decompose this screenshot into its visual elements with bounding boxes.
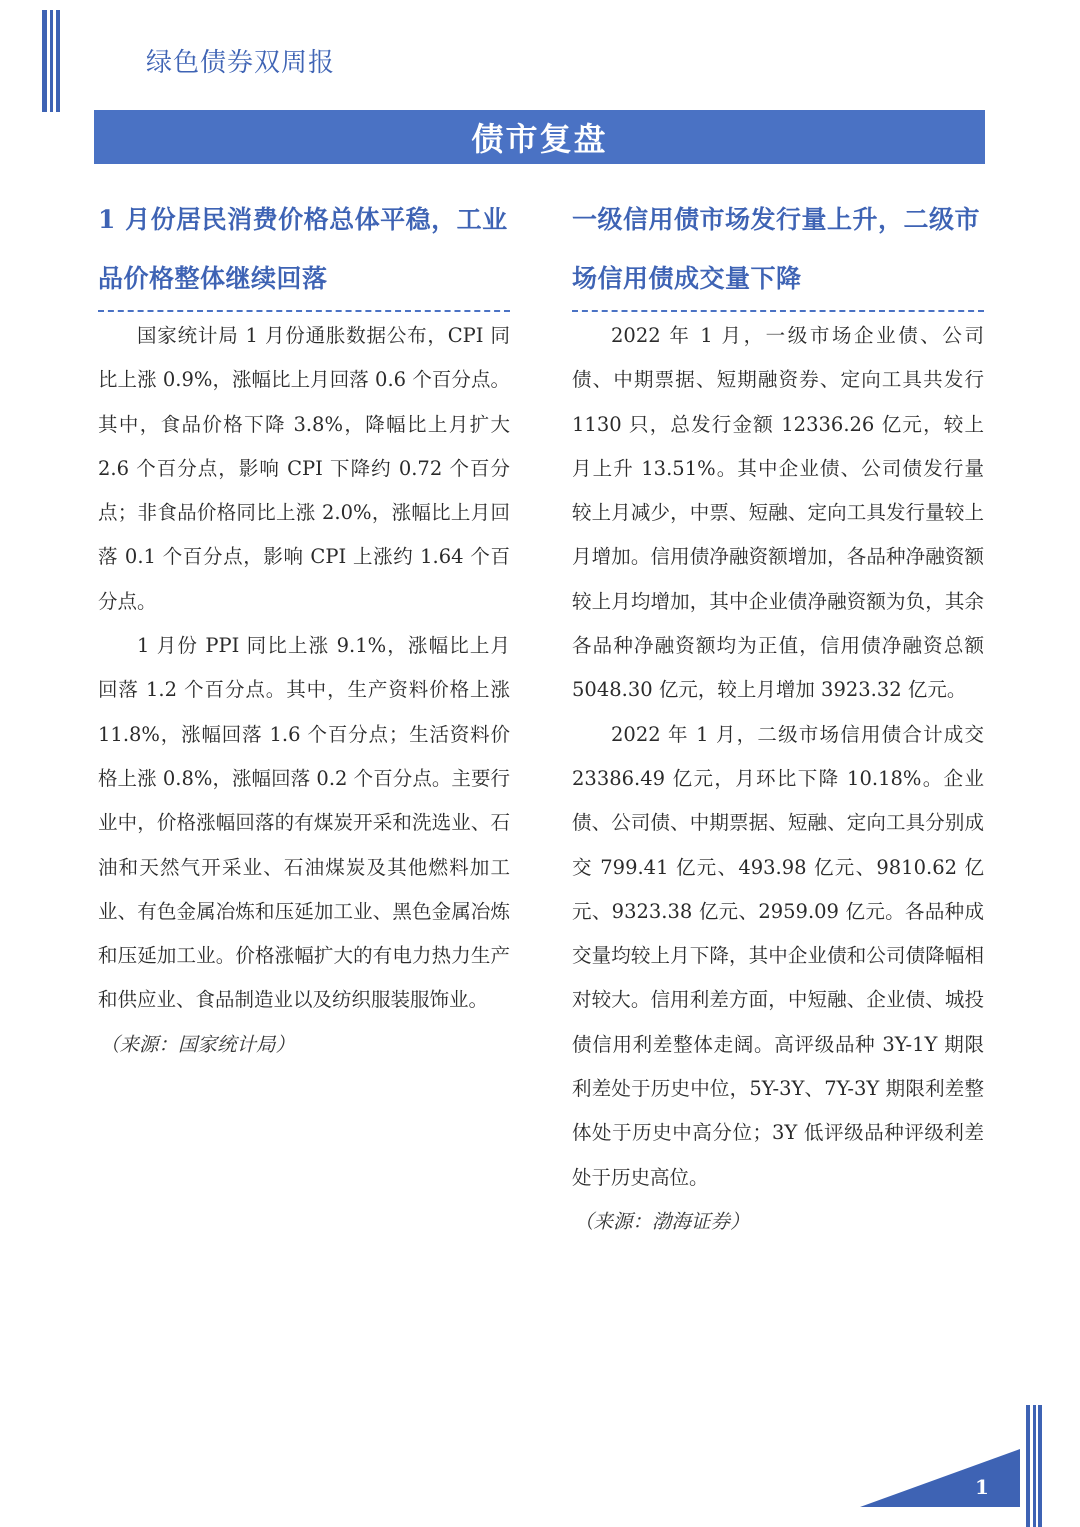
paragraph: 1 月份 PPI 同比上涨 9.1%，涨幅比上月回落 1.2 个百分点。其中，生产资料价格上涨 11.8%，涨幅回落 1.6 个百分点；生活资料价格上涨 0.8%，涨幅回落 0.2 个百分点。主要行业中，价格涨幅回落的有煤炭开采和洗选业、石油和天然气开采业、石油煤炭及其他燃料加工业、有色金属冶炼和压延加工业、黑色金属冶炼和压延加工业。价格涨幅扩大的有电力热力生产和供应业、食品制造业以及纺织服装服饰业。: [98, 634, 510, 1012]
paragraph: 2022 年 1 月，一级市场企业债、公司债、中期票据、短期融资券、定向工具共发行 1130 只，总发行金额 12336.26 亿元，较上月上升 13.51%。其中企业债、公司债发行量较上月减少，中票、短融、定向工具发行量较上月增加。信用债净融资额增加，各品种净融资额较上月均增加，其中企业债净融资额为负，其余各品种净融资额均为正值，信用债净融资总额 5048.30 亿元，较上月增加 3923.32 亿元。: [572, 324, 984, 702]
publication-title: 绿色债券双周报: [146, 48, 336, 78]
left-column-heading: 1 月份居民消费价格总体平稳，工业品价格整体继续回落: [98, 190, 510, 312]
paragraph: 国家统计局 1 月份通胀数据公布，CPI 同比上涨 0.9%，涨幅比上月回落 0.6 个百分点。其中，食品价格下降 3.8%，降幅比上月扩大 2.6 个百分点，影响 CPI 下降约 0.72 个百分点；非食品价格同比上涨 2.0%，涨幅比上月回落 0.1 个百分点，影响 CPI 上涨约 1.64 个百分点。: [98, 324, 510, 613]
page-number: 1: [975, 1475, 989, 1499]
section-banner-title: 债市复盘: [471, 120, 608, 158]
left-column: [98, 190, 510, 1067]
paragraph: 2022 年 1 月，二级市场信用债合计成交 23386.49 亿元，月环比下降 10.18%。企业债、公司债、中期票据、短融、定向工具分别成交 799.41 亿元、493.98 亿元、9810.62 亿元、9323.38 亿元、2959.09 亿元。各品种成交量均较上月下降，其中企业债和公司债降幅相对较大。信用利差方面，中短融、企业债、城投债信用利差整体走阔。高评级品种 3Y-1Y 期限利差处于历史中位，5Y-3Y、7Y-3Y 期限利差整体处于历史中高分位；3Y 低评级品种评级利差处于历史高位。: [572, 722, 984, 1189]
right-column: [572, 190, 984, 1244]
section-banner: [94, 110, 985, 164]
source-note: （来源：渤海证券）: [574, 1209, 750, 1233]
right-column-body: [572, 314, 984, 1244]
source-note: （来源：国家统计局）: [100, 1032, 296, 1056]
footer-decorative-bars: [1026, 1405, 1042, 1527]
right-column-heading: 一级信用债市场发行量上升，二级市场信用债成交量下降: [572, 190, 984, 312]
left-column-body: [98, 314, 510, 1067]
header-decorative-bars: [42, 10, 62, 112]
footer-triangle-decoration: [860, 1449, 1020, 1507]
